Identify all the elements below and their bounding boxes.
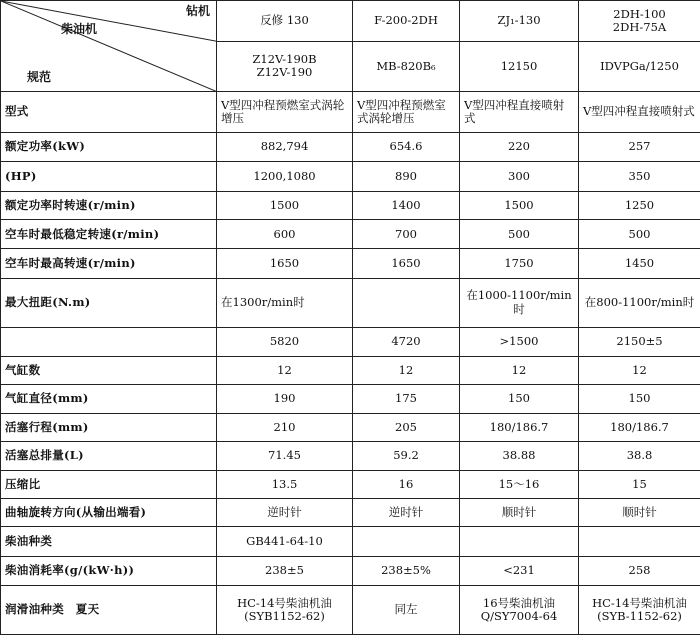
table-row	[1, 162, 700, 191]
row-label: 额定功率时转速(r/min)	[1, 191, 217, 219]
row-label	[1, 327, 217, 356]
cell-c1: 1200,1080	[217, 162, 353, 191]
row-label: 活塞行程(mm)	[1, 413, 217, 441]
row-label: 气缸数	[1, 356, 217, 384]
cell-c2	[353, 527, 460, 556]
table-row	[1, 385, 700, 413]
cell-c1: GB441-64-10	[217, 527, 353, 556]
cell-c1: 210	[217, 413, 353, 441]
cell-c2: V型四冲程预燃室式涡轮增压	[353, 92, 460, 133]
table-row	[1, 249, 700, 278]
cell-c4: 258	[579, 556, 700, 585]
table-row	[1, 278, 700, 327]
row-label: 型式	[1, 92, 217, 133]
table-row	[1, 92, 700, 133]
cell-c2: 700	[353, 220, 460, 249]
cell-c3: 顺时针	[460, 498, 579, 526]
cell-c4: 1250	[579, 191, 700, 219]
cell-c4: 2150±5	[579, 327, 700, 356]
cell-c4: 在800-1100r/min时	[579, 278, 700, 327]
corner-label-engine: 柴油机	[61, 22, 98, 36]
table-row	[1, 327, 700, 356]
cell-c4: 15	[579, 470, 700, 498]
corner-label-rig: 钻机	[185, 4, 210, 18]
cell-c1: 逆时针	[217, 498, 353, 526]
cell-c4: 500	[579, 220, 700, 249]
cell-c4	[579, 527, 700, 556]
cell-c4: 257	[579, 132, 700, 161]
cell-c3: 15～16	[460, 470, 579, 498]
cell-c2: 59.2	[353, 442, 460, 470]
cell-c4: 180/186.7	[579, 413, 700, 441]
cell-c4: V型四冲程直接喷射式	[579, 92, 700, 133]
cell-c2: 654.6	[353, 132, 460, 161]
table-row	[1, 470, 700, 498]
cell-c3: 150	[460, 385, 579, 413]
table-row	[1, 442, 700, 470]
rig-header-2: F-200-2DH	[353, 1, 460, 42]
cell-c3: 16号柴油机油Q/SY7004-64	[460, 586, 579, 635]
cell-c3: 38.88	[460, 442, 579, 470]
table-row	[1, 220, 700, 249]
cell-c3: 在1000-1100r/min时	[460, 278, 579, 327]
row-label: 曲轴旋转方向(从输出端看)	[1, 498, 217, 526]
engine-header-1a: Z12V-190B	[252, 52, 317, 67]
cell-c1: 190	[217, 385, 353, 413]
cell-c1: 1650	[217, 249, 353, 278]
header-corner-cell	[1, 1, 217, 92]
table-row	[1, 527, 700, 556]
corner-label-spec: 规范	[27, 70, 52, 85]
engine-header-2: MB-820B₆	[353, 41, 460, 92]
rig-header-1: 反修 130	[217, 1, 353, 42]
cell-c1: 71.45	[217, 442, 353, 470]
cell-c2: 890	[353, 162, 460, 191]
cell-c1: HC-14号柴油机油(SYB1152-62)	[217, 586, 353, 635]
cell-c3: 180/186.7	[460, 413, 579, 441]
cell-c1: V型四冲程预燃室式涡轮增压	[217, 92, 353, 133]
table-row	[1, 356, 700, 384]
row-label: 柴油种类	[1, 527, 217, 556]
table-body	[1, 92, 700, 635]
cell-c1: 5820	[217, 327, 353, 356]
row-label: 柴油消耗率(g/(kW·h))	[1, 556, 217, 585]
cell-c2: 1650	[353, 249, 460, 278]
cell-c4: 1450	[579, 249, 700, 278]
table-row	[1, 556, 700, 585]
row-label: 压缩比	[1, 470, 217, 498]
cell-c2: 175	[353, 385, 460, 413]
cell-c1: 13.5	[217, 470, 353, 498]
row-label: 额定功率(kW)	[1, 132, 217, 161]
cell-c2: 1400	[353, 191, 460, 219]
row-label: (HP)	[1, 162, 217, 191]
engine-header-3: 12150	[460, 41, 579, 92]
cell-c1: 在1300r/min时	[217, 278, 353, 327]
cell-c3: <231	[460, 556, 579, 585]
cell-c2	[353, 278, 460, 327]
cell-c1: 238±5	[217, 556, 353, 585]
cell-c2: 同左	[353, 586, 460, 635]
cell-c4: 12	[579, 356, 700, 384]
cell-c4: 38.8	[579, 442, 700, 470]
cell-c1: 1500	[217, 191, 353, 219]
row-label: 气缸直径(mm)	[1, 385, 217, 413]
cell-c1: 882,794	[217, 132, 353, 161]
table-row	[1, 191, 700, 219]
engine-header-1b: Z12V-190	[256, 65, 313, 80]
cell-c2: 16	[353, 470, 460, 498]
table-row	[1, 132, 700, 161]
cell-c1: 12	[217, 356, 353, 384]
cell-c2: 12	[353, 356, 460, 384]
cell-c3: 1500	[460, 191, 579, 219]
cell-c2: 205	[353, 413, 460, 441]
cell-c1: 600	[217, 220, 353, 249]
row-label: 最大扭距(N.m)	[1, 278, 217, 327]
row-label: 空车时最低稳定转速(r/min)	[1, 220, 217, 249]
cell-c2: 238±5%	[353, 556, 460, 585]
table-row	[1, 413, 700, 441]
row-label: 润滑油种类 夏天	[1, 586, 217, 635]
row-label: 活塞总排量(L)	[1, 442, 217, 470]
cell-c3: 220	[460, 132, 579, 161]
cell-c3: 1750	[460, 249, 579, 278]
cell-c3: 500	[460, 220, 579, 249]
cell-c3: 12	[460, 356, 579, 384]
rig-header-4b: 2DH-75A	[612, 19, 667, 34]
engine-header-4: IDVPGa/1250	[579, 41, 700, 92]
table-row	[1, 498, 700, 526]
cell-c4: 150	[579, 385, 700, 413]
engine-header-1	[217, 41, 353, 92]
cell-c3: >1500	[460, 327, 579, 356]
rig-header-4	[579, 1, 700, 42]
cell-c2: 4720	[353, 327, 460, 356]
rig-header-4a: 2DH-100	[613, 6, 666, 21]
cell-c4: HC-14号柴油机油(SYB-1152-62)	[579, 586, 700, 635]
cell-c4: 顺时针	[579, 498, 700, 526]
table-row	[1, 586, 700, 635]
cell-c3	[460, 527, 579, 556]
cell-c3: 300	[460, 162, 579, 191]
row-label: 空车时最高转速(r/min)	[1, 249, 217, 278]
rig-header-3: ZJ₁-130	[460, 1, 579, 42]
cell-c3: V型四冲程直接喷射式	[460, 92, 579, 133]
cell-c4: 350	[579, 162, 700, 191]
cell-c2: 逆时针	[353, 498, 460, 526]
